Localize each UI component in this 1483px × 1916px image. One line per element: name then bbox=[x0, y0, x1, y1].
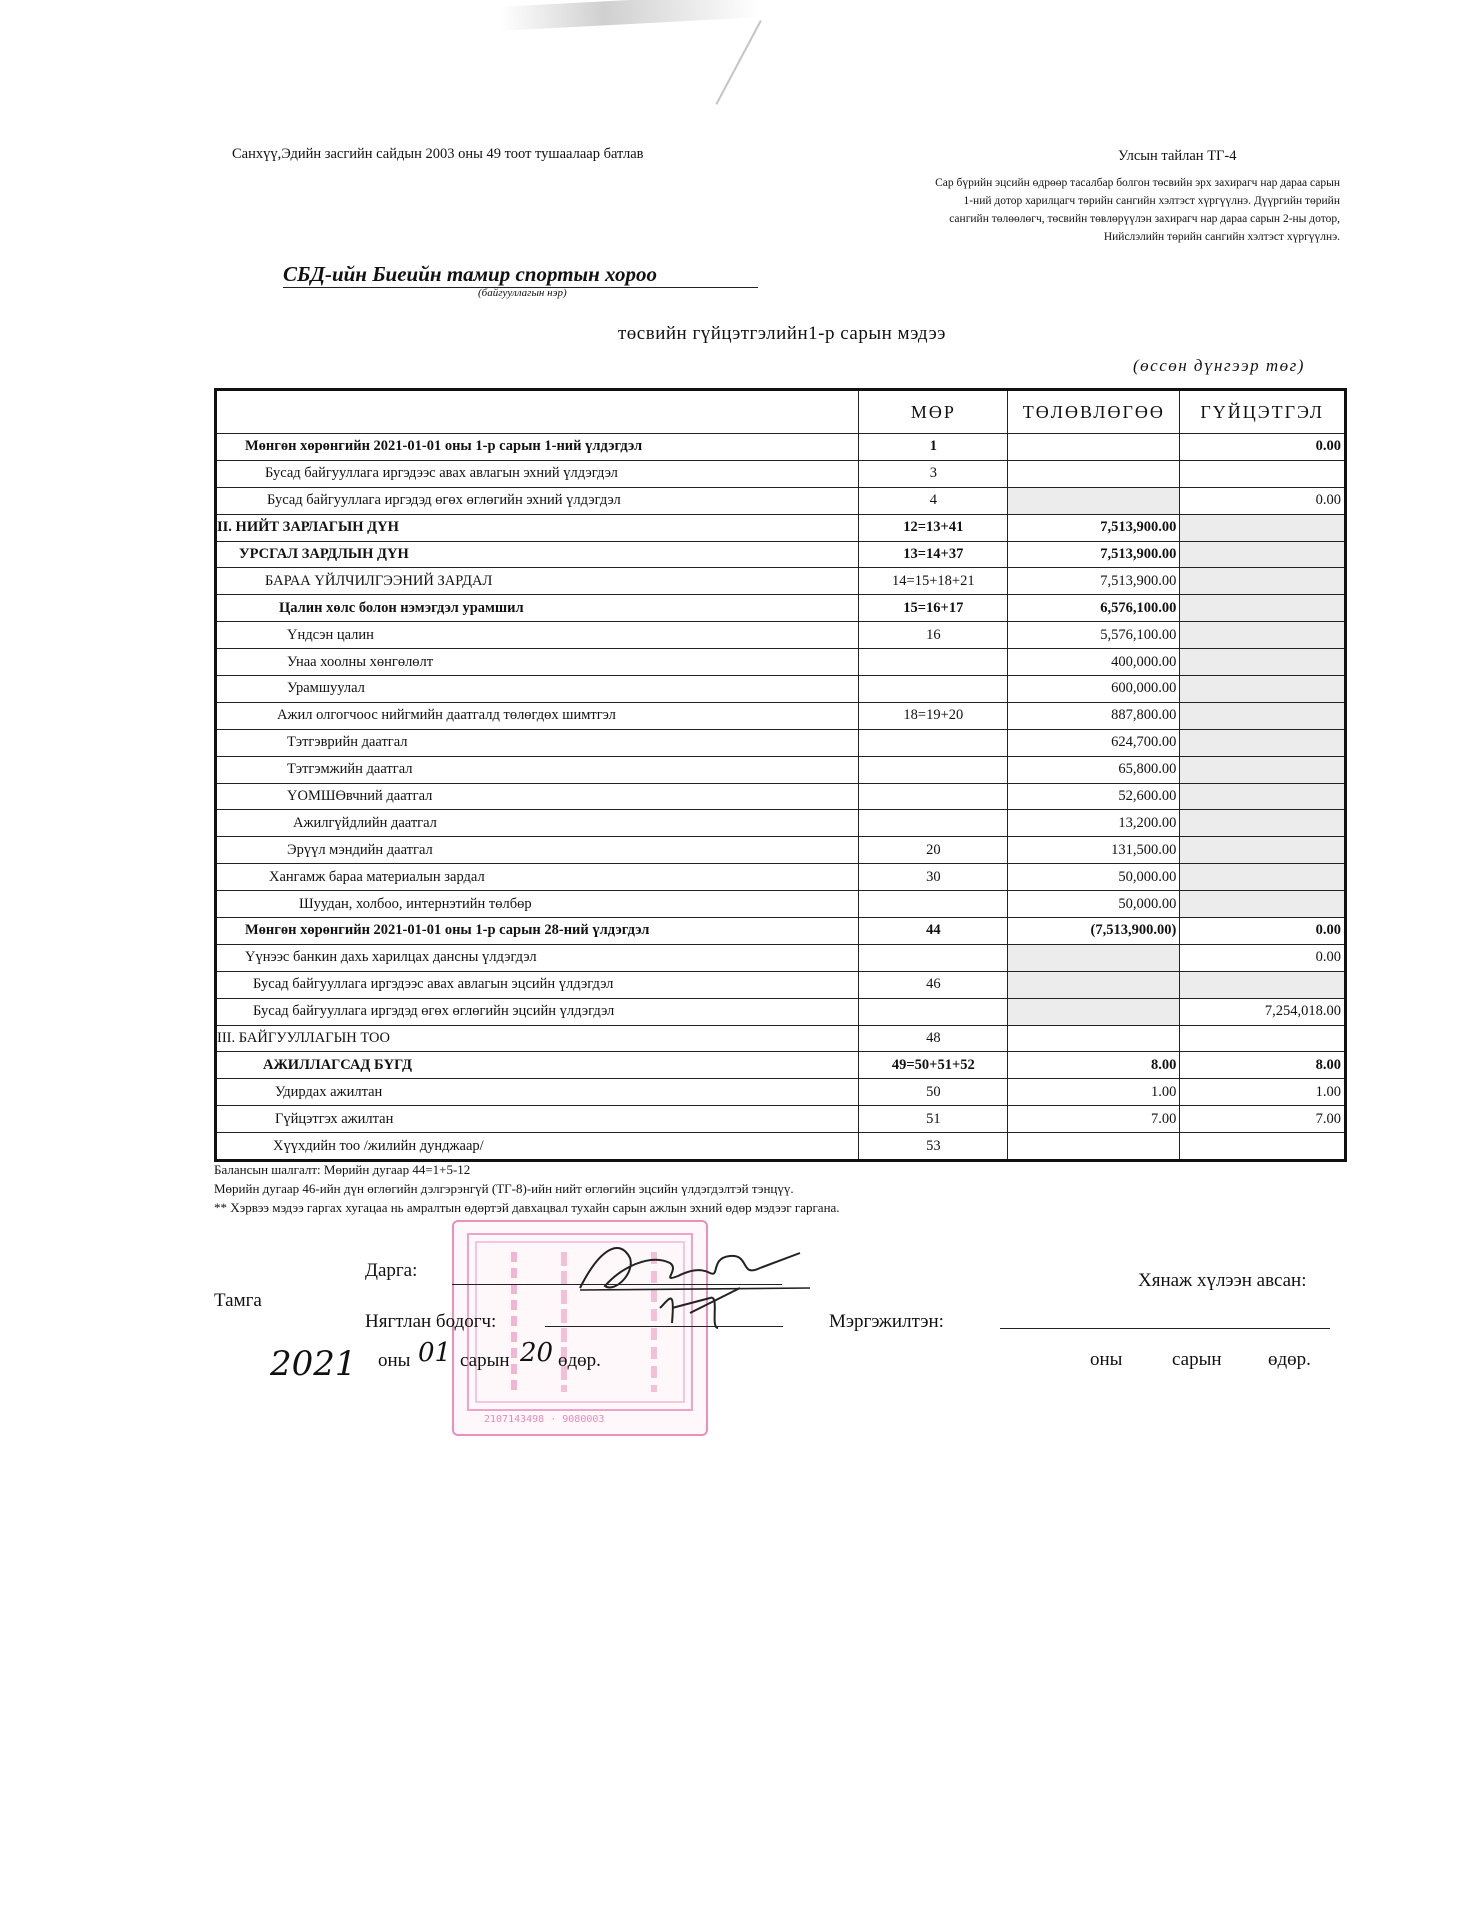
received-label: Хянаж хүлээн авсан: bbox=[1138, 1270, 1307, 1291]
row-name: Мөнгөн хөрөнгийн 2021-01-01 оны 1-р сарын 1-ний үлдэгдэл bbox=[216, 434, 859, 461]
row-actual bbox=[1180, 837, 1346, 864]
table-row bbox=[216, 971, 1346, 998]
row-name: III. БАЙГУУЛЛАГЫН ТОО bbox=[216, 1025, 859, 1052]
row-plan: 7,513,900.00 bbox=[1008, 514, 1180, 541]
row-name: Эрүүл мэндийн даатгал bbox=[216, 837, 859, 864]
date-text-month: сарын bbox=[460, 1350, 510, 1371]
row-name: Гүйцэтгэх ажилтан bbox=[216, 1106, 859, 1133]
instruction-line: 1-ний дотор харилцагч төрийн сангийн хэлтэст хүргүүлнэ. Дүүргийн төрийн bbox=[963, 195, 1340, 207]
row-plan: 13,200.00 bbox=[1008, 810, 1180, 837]
table-row bbox=[216, 702, 1346, 729]
row-plan: 624,700.00 bbox=[1008, 729, 1180, 756]
row-plan bbox=[1008, 487, 1180, 514]
row-actual: 1.00 bbox=[1180, 1079, 1346, 1106]
row-plan: 50,000.00 bbox=[1008, 864, 1180, 891]
row-number: 51 bbox=[859, 1106, 1008, 1133]
row-number: 20 bbox=[859, 837, 1008, 864]
row-name: Бусад байгууллага иргэдээс авах авлагын эхний үлдэгдэл bbox=[216, 460, 859, 487]
table-row bbox=[216, 918, 1346, 945]
table-row bbox=[216, 1106, 1346, 1133]
row-plan: 7,513,900.00 bbox=[1008, 541, 1180, 568]
table-row bbox=[216, 541, 1346, 568]
row-number bbox=[859, 944, 1008, 971]
row-actual bbox=[1180, 702, 1346, 729]
row-number: 50 bbox=[859, 1079, 1008, 1106]
budget-report-table bbox=[214, 388, 1347, 1162]
row-actual bbox=[1180, 649, 1346, 676]
row-name: Урамшуулал bbox=[216, 676, 859, 703]
row-actual: 7.00 bbox=[1180, 1106, 1346, 1133]
row-actual bbox=[1180, 1025, 1346, 1052]
table-row bbox=[216, 729, 1346, 756]
row-name: Хангамж бараа материалын зардал bbox=[216, 864, 859, 891]
organization-name: СБД-ийн Биеийн тамир спортын хороо bbox=[283, 262, 657, 286]
row-actual bbox=[1180, 891, 1346, 918]
table-row bbox=[216, 568, 1346, 595]
row-name: АЖИЛЛАГСАД БҮГД bbox=[216, 1052, 859, 1079]
table-row bbox=[216, 810, 1346, 837]
row-actual bbox=[1180, 864, 1346, 891]
row-number: 13=14+37 bbox=[859, 541, 1008, 568]
row-number: 12=13+41 bbox=[859, 514, 1008, 541]
handwritten-signature bbox=[560, 1228, 820, 1338]
date2-month: сарын bbox=[1172, 1349, 1222, 1370]
row-actual bbox=[1180, 756, 1346, 783]
row-number bbox=[859, 998, 1008, 1025]
table-row bbox=[216, 1079, 1346, 1106]
row-number: 44 bbox=[859, 918, 1008, 945]
row-number: 4 bbox=[859, 487, 1008, 514]
row-name: Ажилгүйдлийн даатгал bbox=[216, 810, 859, 837]
approval-text: Санхүү,Эдийн засгийн сайдын 2003 оны 49 тоот тушаалаар батлав bbox=[232, 146, 644, 162]
report-code: Улсын тайлан ТГ-4 bbox=[1118, 148, 1237, 164]
footnote: Балансын шалгалт: Мөрийн дугаар 44=1+5-12 bbox=[214, 1162, 471, 1177]
handwritten-month: 01 bbox=[418, 1338, 452, 1368]
row-actual: 0.00 bbox=[1180, 918, 1346, 945]
row-name: Хүүхдийн тоо /жилийн дунджаар/ bbox=[216, 1133, 859, 1161]
row-plan: 131,500.00 bbox=[1008, 837, 1180, 864]
row-actual: 0.00 bbox=[1180, 487, 1346, 514]
row-plan: 7.00 bbox=[1008, 1106, 1180, 1133]
row-plan: 8.00 bbox=[1008, 1052, 1180, 1079]
table-row bbox=[216, 1052, 1346, 1079]
row-plan bbox=[1008, 1133, 1180, 1161]
row-plan: 65,800.00 bbox=[1008, 756, 1180, 783]
row-plan bbox=[1008, 460, 1180, 487]
row-actual bbox=[1180, 541, 1346, 568]
row-plan bbox=[1008, 998, 1180, 1025]
scan-artifact bbox=[500, 0, 761, 31]
row-number bbox=[859, 676, 1008, 703]
table-row bbox=[216, 891, 1346, 918]
header-row-number: МӨР bbox=[859, 390, 1008, 434]
row-actual bbox=[1180, 595, 1346, 622]
row-number bbox=[859, 783, 1008, 810]
row-actual bbox=[1180, 1133, 1346, 1161]
row-number: 1 bbox=[859, 434, 1008, 461]
footnote: ** Хэрвээ мэдээ гаргах хугацаа нь амралтын өдөртэй давхацвал тухайн сарын ажлын эхний өдөр мэдээг гаргана. bbox=[214, 1200, 840, 1215]
row-name: Үүнээс банкин дахь харилцах дансны үлдэгдэл bbox=[216, 944, 859, 971]
footnotes bbox=[214, 1160, 840, 1217]
row-number bbox=[859, 810, 1008, 837]
row-plan: 1.00 bbox=[1008, 1079, 1180, 1106]
table-row bbox=[216, 756, 1346, 783]
date-text-year: оны bbox=[378, 1350, 411, 1371]
row-name: Мөнгөн хөрөнгийн 2021-01-01 оны 1-р сарын 28-ний үлдэгдэл bbox=[216, 918, 859, 945]
row-name: II. НИЙТ ЗАРЛАГЫН ДҮН bbox=[216, 514, 859, 541]
row-plan: 887,800.00 bbox=[1008, 702, 1180, 729]
row-name: Унаа хоолны хөнгөлөлт bbox=[216, 649, 859, 676]
header-actual: ГҮЙЦЭТГЭЛ bbox=[1180, 390, 1346, 434]
row-name: Шуудан, холбоо, интернэтийн төлбөр bbox=[216, 891, 859, 918]
specialist-label: Мэргэжилтэн: bbox=[829, 1311, 944, 1332]
row-name: Цалин хөлс болон нэмэгдэл урамшил bbox=[216, 595, 859, 622]
table-row bbox=[216, 998, 1346, 1025]
row-actual bbox=[1180, 622, 1346, 649]
row-actual bbox=[1180, 568, 1346, 595]
row-number bbox=[859, 649, 1008, 676]
table-row bbox=[216, 622, 1346, 649]
table-row bbox=[216, 460, 1346, 487]
row-plan: 52,600.00 bbox=[1008, 783, 1180, 810]
table-row bbox=[216, 649, 1346, 676]
row-name: Тэтгэмжийн даатгал bbox=[216, 756, 859, 783]
row-number: 14=15+18+21 bbox=[859, 568, 1008, 595]
row-plan: 6,576,100.00 bbox=[1008, 595, 1180, 622]
date2-year: оны bbox=[1090, 1349, 1123, 1370]
document-title: төсвийн гүйцэтгэлийн1-р сарын мэдээ bbox=[618, 323, 946, 344]
row-actual bbox=[1180, 460, 1346, 487]
row-name: ҮОМШӨвчний даатгал bbox=[216, 783, 859, 810]
date-text-day: өдөр. bbox=[558, 1350, 601, 1371]
row-number: 46 bbox=[859, 971, 1008, 998]
table-row bbox=[216, 1133, 1346, 1161]
row-actual: 0.00 bbox=[1180, 944, 1346, 971]
stamp-label: Тамга bbox=[214, 1290, 262, 1311]
table-row bbox=[216, 595, 1346, 622]
row-number: 30 bbox=[859, 864, 1008, 891]
row-number: 3 bbox=[859, 460, 1008, 487]
row-name: Бусад байгууллага иргэдэд өгөх өглөгийн эцсийн үлдэгдэл bbox=[216, 998, 859, 1025]
row-actual bbox=[1180, 810, 1346, 837]
row-name: Тэтгэврийн даатгал bbox=[216, 729, 859, 756]
table-row bbox=[216, 676, 1346, 703]
row-number: 15=16+17 bbox=[859, 595, 1008, 622]
table-row bbox=[216, 837, 1346, 864]
director-label: Дарга: bbox=[365, 1260, 418, 1281]
row-name: Ажил олгогчоос нийгмийн даатгалд төлөгдөх шимтгэл bbox=[216, 702, 859, 729]
row-number: 53 bbox=[859, 1133, 1008, 1161]
table-row bbox=[216, 434, 1346, 461]
row-name: Үндсэн цалин bbox=[216, 622, 859, 649]
unit-note: (өссөн дүнгээр төг) bbox=[1133, 356, 1305, 375]
row-plan: 600,000.00 bbox=[1008, 676, 1180, 703]
row-number: 16 bbox=[859, 622, 1008, 649]
handwritten-day: 20 bbox=[520, 1338, 554, 1368]
organization-caption: (байгууллагын нэр) bbox=[478, 287, 567, 299]
accountant-label: Нягтлан бодогч: bbox=[365, 1311, 497, 1332]
date2-day: өдөр. bbox=[1268, 1349, 1311, 1370]
row-plan bbox=[1008, 944, 1180, 971]
scan-artifact-line bbox=[715, 20, 761, 105]
row-actual: 7,254,018.00 bbox=[1180, 998, 1346, 1025]
stamp-number: 2107143498 · 9080003 bbox=[484, 1414, 605, 1425]
row-actual bbox=[1180, 676, 1346, 703]
row-name: Бусад байгууллага иргэдээс авах авлагын эцсийн үлдэгдэл bbox=[216, 971, 859, 998]
table-row bbox=[216, 864, 1346, 891]
handwritten-year: 2021 bbox=[270, 1344, 357, 1384]
specialist-signature-line bbox=[1000, 1328, 1330, 1329]
row-number bbox=[859, 729, 1008, 756]
table-row bbox=[216, 783, 1346, 810]
row-plan bbox=[1008, 971, 1180, 998]
row-plan: 50,000.00 bbox=[1008, 891, 1180, 918]
row-actual: 0.00 bbox=[1180, 434, 1346, 461]
row-number: 49=50+51+52 bbox=[859, 1052, 1008, 1079]
table-row bbox=[216, 487, 1346, 514]
row-plan: 5,576,100.00 bbox=[1008, 622, 1180, 649]
row-plan: (7,513,900.00) bbox=[1008, 918, 1180, 945]
table-row bbox=[216, 944, 1346, 971]
row-name: БАРАА ҮЙЛЧИЛГЭЭНИЙ ЗАРДАЛ bbox=[216, 568, 859, 595]
row-number bbox=[859, 756, 1008, 783]
row-number bbox=[859, 891, 1008, 918]
table-header-row bbox=[216, 390, 1346, 434]
instruction-line: Нийслэлийн төрийн сангийн хэлтэст хүргүүлнэ. bbox=[1103, 231, 1340, 243]
row-name: Удирдах ажилтан bbox=[216, 1079, 859, 1106]
footnote: Мөрийн дугаар 46-ийн дүн өглөгийн дэлгэрэнгүй (ТГ-8)-ийн нийт өглөгийн эцсийн үлдэгдэлтэй тэнцүү. bbox=[214, 1181, 794, 1196]
row-plan: 7,513,900.00 bbox=[1008, 568, 1180, 595]
row-number: 48 bbox=[859, 1025, 1008, 1052]
table-row bbox=[216, 1025, 1346, 1052]
instruction-line: сангийн төлөөлөгч, төсвийн төвлөрүүлэн захирагч нар дараа сарын 2-ны дотор, bbox=[949, 213, 1340, 225]
row-plan: 400,000.00 bbox=[1008, 649, 1180, 676]
row-actual bbox=[1180, 729, 1346, 756]
header-plan: ТӨЛӨВЛӨГӨӨ bbox=[1008, 390, 1180, 434]
row-number: 18=19+20 bbox=[859, 702, 1008, 729]
row-plan bbox=[1008, 1025, 1180, 1052]
header-name bbox=[216, 390, 859, 434]
row-actual bbox=[1180, 514, 1346, 541]
row-plan bbox=[1008, 434, 1180, 461]
submission-instructions bbox=[790, 174, 1340, 246]
row-actual bbox=[1180, 783, 1346, 810]
instruction-line: Сар бүрийн эцсийн өдрөөр тасалбар болгон төсвийн эрх захирагч нар дараа сарын bbox=[935, 177, 1340, 189]
table-row bbox=[216, 514, 1346, 541]
row-actual bbox=[1180, 971, 1346, 998]
row-name: Бусад байгууллага иргэдэд өгөх өглөгийн эхний үлдэгдэл bbox=[216, 487, 859, 514]
row-actual: 8.00 bbox=[1180, 1052, 1346, 1079]
row-name: УРСГАЛ ЗАРДЛЫН ДҮН bbox=[216, 541, 859, 568]
